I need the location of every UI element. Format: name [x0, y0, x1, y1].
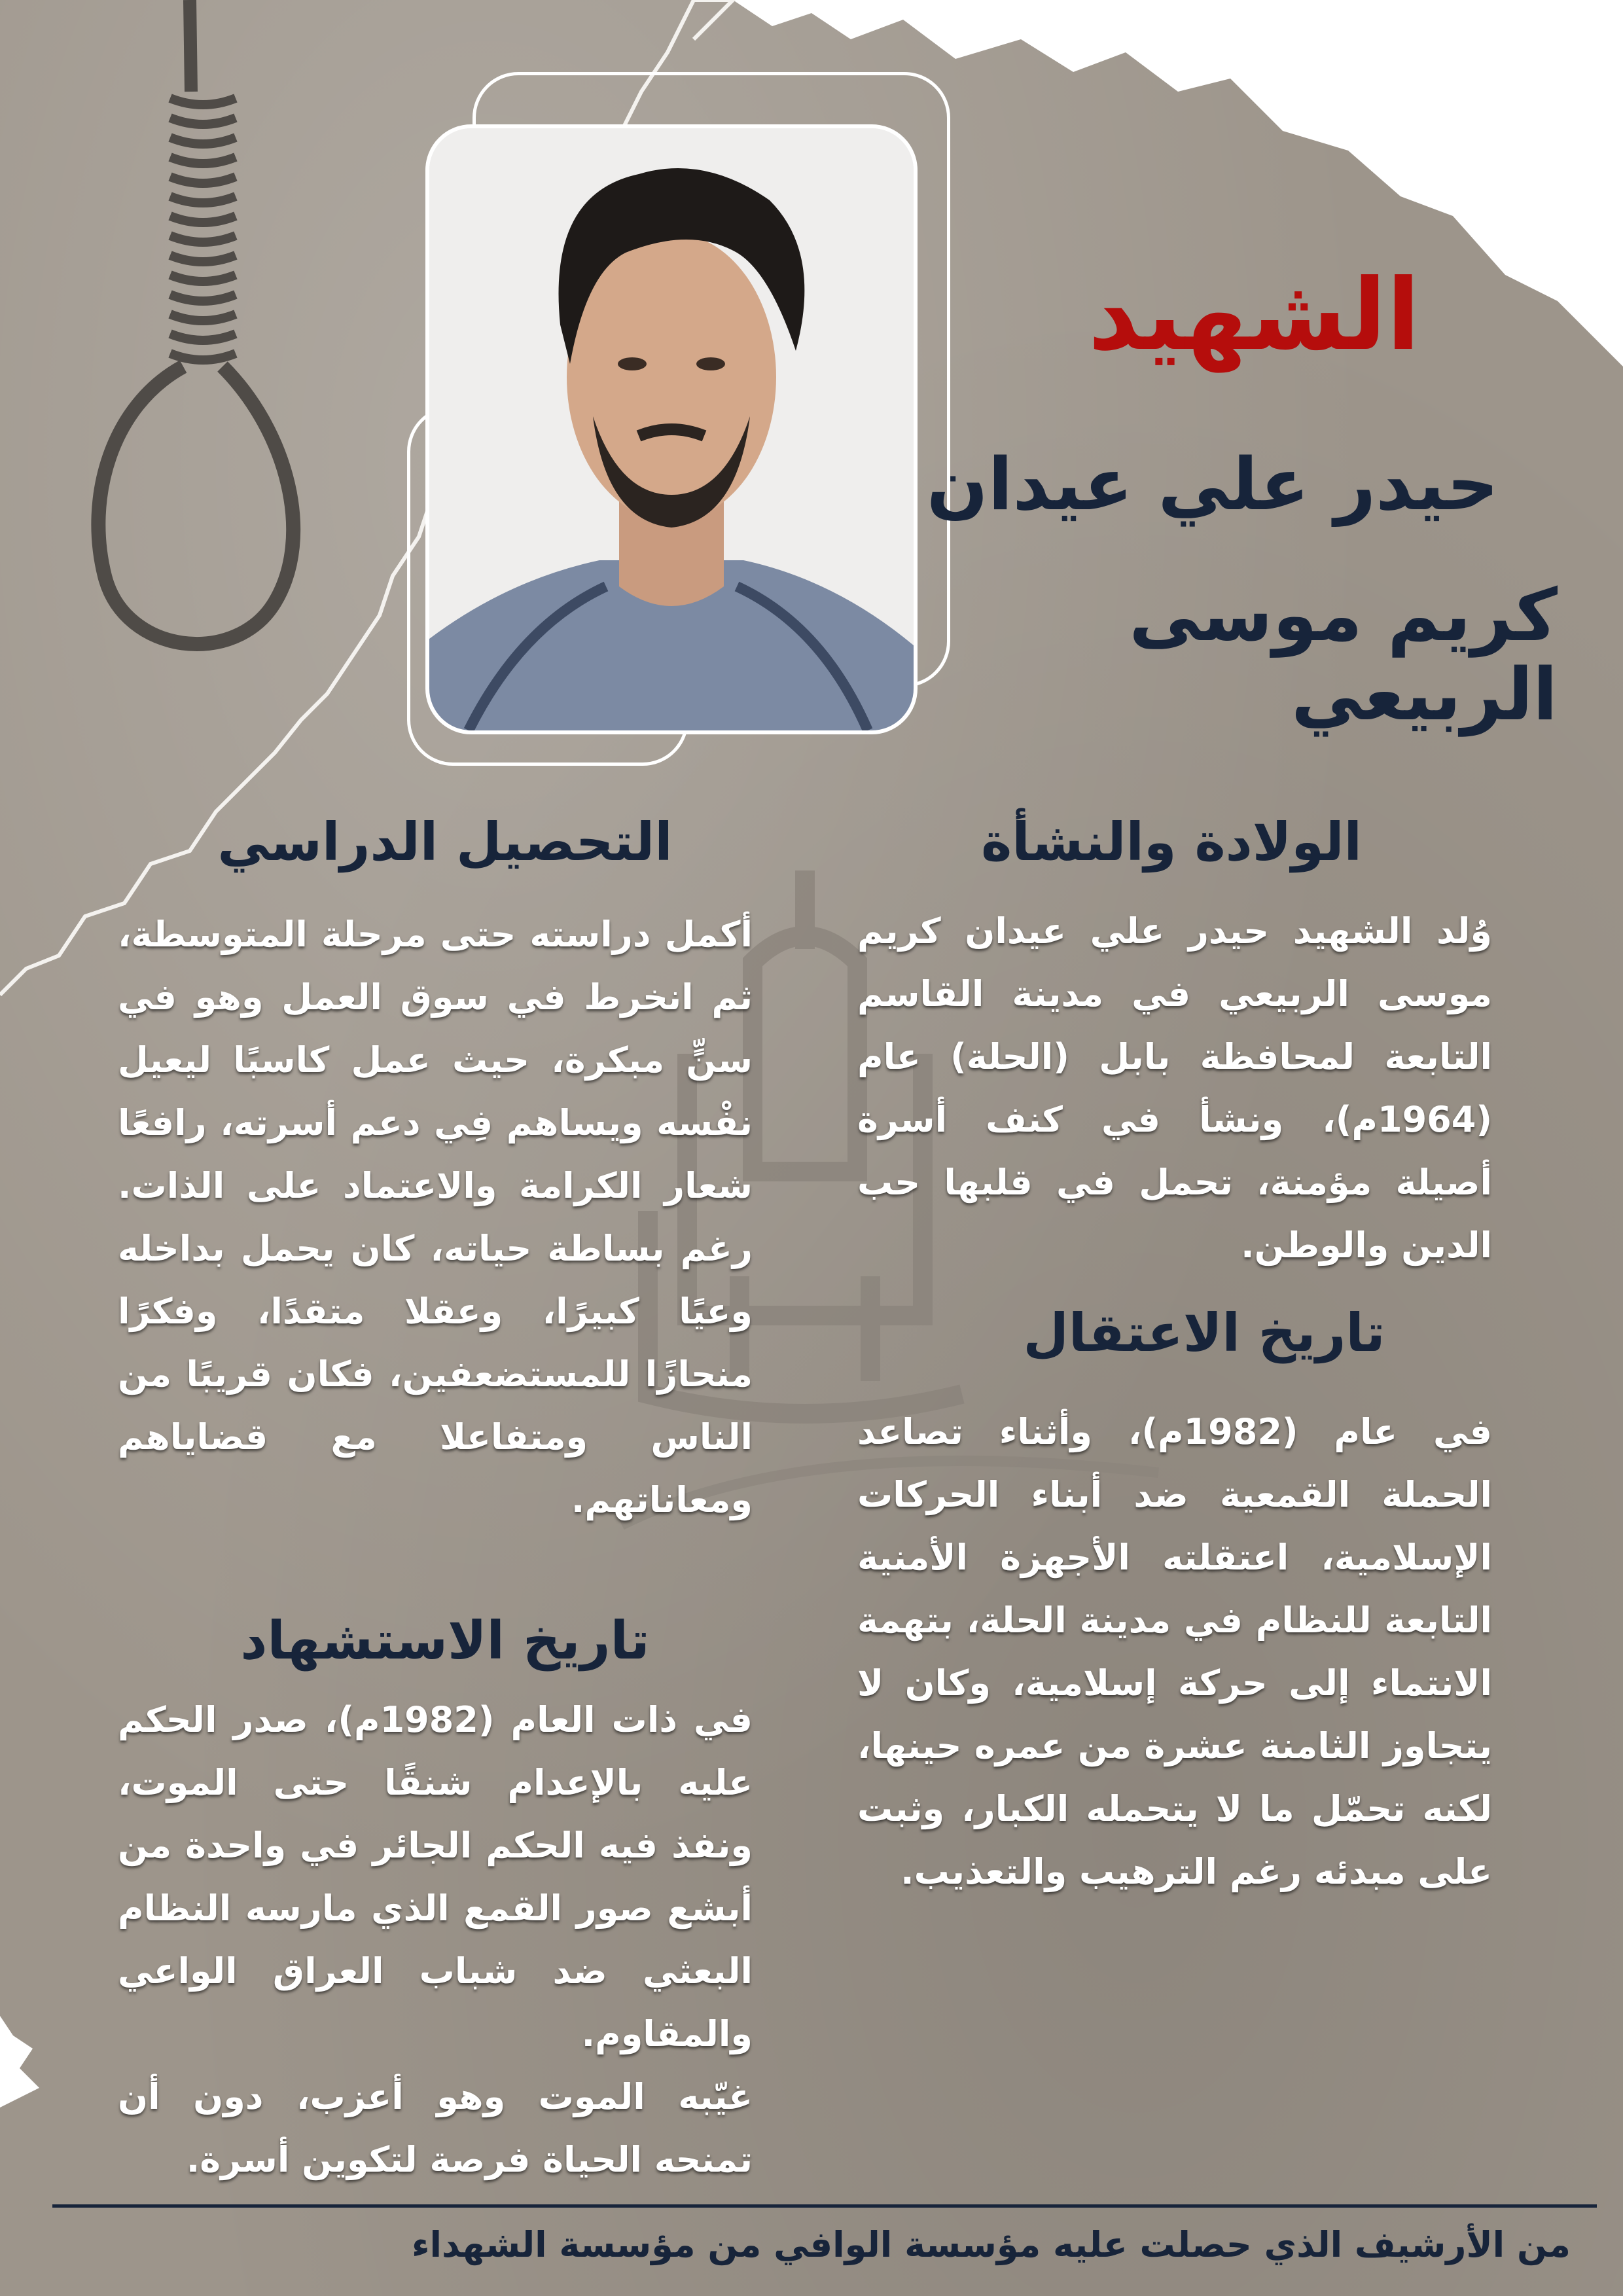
arrest-text: في عام (1982م)، وأثناء تصاعد الحملة القمعية ضد أبناء الحركات الإسلامية، اعتقلته الأجهزة الأمنية التابعة للنظام في مدينة الحلة، بتهمة الانتماء إلى حركة إسلامية، وكان لا يتجاوز الثامنة عشرة من عمره حينها، لكنه تحمّل ما لا يتحمله الكبار، وثبت على مبدئه رغم الترهيب والتعذيب. — [857, 1411, 1492, 1892]
footer-archive-note: من الأرشيف الذي حصلت عليه مؤسسة الوافي من مؤسسة الشهداء — [411, 2224, 1571, 2265]
heading-birth: الولادة والنشأة — [981, 812, 1362, 872]
heading-arrest: تاريخ الاعتقال — [1023, 1302, 1385, 1363]
noose-icon — [72, 0, 334, 707]
martyrdom-paragraph-2: غيّبه الموت وهو أعزب، دون أن تمنحه الحياة فرصة لتكوين أسرة. — [118, 2076, 753, 2180]
martyr-portrait — [425, 124, 918, 734]
heading-martyrdom: تاريخ الاستشهاد — [240, 1610, 650, 1671]
study-text: أكمل دراسته حتى مرحلة المتوسطة، ثم انخرط في سوق العمل وهو في سنٍّ مبكرة، حيث عمل كاسبًا ليعيل نفْسه ويساهم فِي دعم أسرته، رافعًا شعار الكرامة والاعتماد على الذات. رغم بساطة حياته، كان يحمل بداخله وعيًا كبيرًا، وعقلا متقدًا، وفكرًا منحازًا للمستضعفين، فكان قريبًا من الناس ومتفاعلا مع قضاياهم ومعاناتهم. — [118, 914, 753, 1520]
footer-divider — [52, 2204, 1597, 2208]
martyr-name-line-1: حيدر علي عيدان — [926, 442, 1499, 526]
martyrdom-paragraph-1: في ذات العام (1982م)، صدر الحكم عليه بالإعدام شنقًا حتى الموت، ونفذ فيه الحكم الجائر في واحدة من أبشع صور القمع الذي مارسه النظام البعثي ضد شباب العراق الواعي والمقاوم. — [118, 1699, 753, 2054]
heading-study: التحصيل الدراسي — [217, 812, 673, 872]
birth-text: وُلد الشهيد حيدر علي عيدان كريم موسى الربيعي في مدينة القاسم التابعة لمحافظة بابل (الحلة) عام (1964م)، ونشأ في كنف أسرة أصيلة مؤمنة، تحمل في قلبها حب الدين والوطن. — [857, 910, 1492, 1266]
martyr-name-line-2: كريم موسى الربيعي — [1129, 573, 1558, 736]
title-martyr: الشهيد — [1088, 259, 1420, 372]
martyrdom-text — [118, 1689, 753, 2191]
